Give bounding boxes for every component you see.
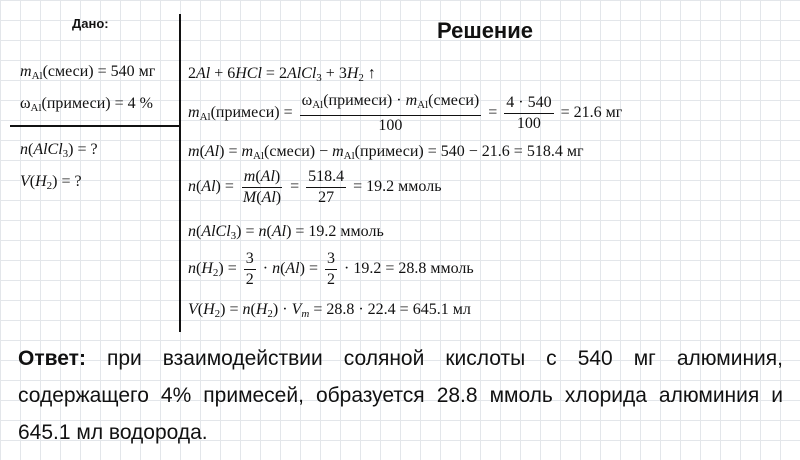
reaction-equation: 2Al + 6HCl = 2AlCl$_3$ + $3H_2$ ↑ bbox=[188, 65, 376, 84]
impurity-fraction: $\frac{\omega_{Al}(примеси) \cdot m_{Al}(смеси)}{100}$ bbox=[301, 92, 480, 134]
moles-al-line: n(Al) = $\frac{m(Al)}{M(Al)}$ = $\frac{518.4}{27}$ = 19.2 ммоль bbox=[188, 168, 442, 206]
given-impurity-fraction: $\omega_{Al}(примеси) = 4$ % bbox=[20, 95, 153, 114]
vertical-divider bbox=[179, 14, 181, 332]
answer-text: при взаимодействии соляной кислоты с 540 мг алюминия, содержащего 4% примесей, образуется 28.8 ммоль хлорида алюминия и 645.1 мл водорода. bbox=[18, 347, 783, 444]
moles-alcl3-line: n(AlCl$_3$) = n(Al) = 19.2 ммоль bbox=[188, 223, 384, 242]
ratio-fraction-2: $\frac{3}{2}$ bbox=[326, 250, 335, 288]
find-n-alcl3: n(AlCl$_3$) = ? bbox=[20, 141, 98, 160]
find-v-h2: $V(H_2)$ = ? bbox=[20, 173, 82, 192]
horizontal-divider bbox=[10, 125, 180, 127]
given-mass-mixture: $m_{Al}(смеси) = 540$ мг bbox=[20, 63, 156, 82]
answer-label: Ответ: bbox=[18, 347, 86, 370]
ratio-fraction-1: $\frac{3}{2}$ bbox=[245, 250, 254, 288]
solution-title: Решение bbox=[437, 18, 533, 43]
pure-al-mass-line: $m(Al) = m_{Al}(смеси)$ − $m_{Al}(примеси) = 540 - 21.6 = 518.4$ мг bbox=[188, 143, 584, 162]
answer-paragraph bbox=[18, 340, 783, 451]
moles-numeric-fraction: $\frac{518.4}{27}$ bbox=[308, 168, 345, 206]
volume-h2-line: $V(H_2) = n(H_2) \cdot V_m = 28.8 \cdot 22.4 = 645.1$ мл bbox=[188, 301, 471, 320]
moles-h2-line: $n(H_2)$ = $\frac{3}{2}$ · n(Al) = $\frac{3}{2}$ · 19.2 = 28.8 ммоль bbox=[188, 250, 474, 288]
given-title: Дано: bbox=[72, 16, 109, 31]
impurity-mass-line: $m_{Al}(примеси)$ = $\frac{\omega_{Al}(примеси) \cdot m_{Al}(смеси)}{100}$ = $\frac{4 \cdot 540}{100}$ = 21.6 мг bbox=[188, 92, 623, 134]
impurity-numeric-fraction: $\frac{4 \cdot 540}{100}$ bbox=[506, 94, 552, 132]
mass-over-molar-fraction: $\frac{m(Al)}{M(Al)}$ bbox=[242, 168, 282, 206]
